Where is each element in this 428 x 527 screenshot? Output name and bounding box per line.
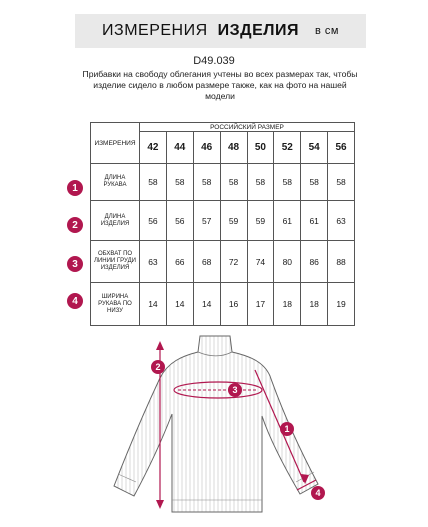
table-cell: 14 [140,283,167,326]
size-header: 44 [166,132,193,164]
diagram-marker-1: 1 [280,422,294,436]
diagram-marker-2: 2 [151,360,165,374]
size-header: 52 [274,132,301,164]
row-label: ОБХВАТ ПО ЛИНИИ ГРУДИ ИЗДЕЛИЯ [91,241,140,283]
table-cell: 58 [247,164,274,201]
row-marker-1: 1 [67,180,83,196]
row-label: ДЛИНА ИЗДЕЛИЯ [91,201,140,241]
table-cell: 14 [193,283,220,326]
table-cell: 72 [220,241,247,283]
fit-note: Прибавки на свободу облегания учтены во всех размерах так, чтобы изделие сидело в любом размере также, как на фото на нашей модели [82,69,358,101]
table-cell: 59 [247,201,274,241]
table-cell: 56 [140,201,167,241]
table-cell: 63 [140,241,167,283]
table-cell: 68 [193,241,220,283]
row-marker-4: 4 [67,293,83,309]
table-cell: 58 [274,164,301,201]
row-label: ДЛИНА РУКАВА [91,164,140,201]
diagram-marker-3: 3 [228,383,242,397]
table-cell: 58 [328,164,355,201]
size-header: 54 [301,132,328,164]
table-cell: 74 [247,241,274,283]
size-system-header: РОССИЙСКИЙ РАЗМЕР [140,123,355,132]
table-cell: 17 [247,283,274,326]
table-cell: 56 [166,201,193,241]
table-cell: 63 [328,201,355,241]
diagram-marker-4: 4 [311,486,325,500]
table-cell: 18 [301,283,328,326]
table-cell: 88 [328,241,355,283]
title-garment: ИЗДЕЛИЯ [217,22,299,39]
table-cell: 61 [274,201,301,241]
row-marker-2: 2 [67,217,83,233]
size-header: 50 [247,132,274,164]
table-cell: 14 [166,283,193,326]
table-cell: 66 [166,241,193,283]
size-header: 56 [328,132,355,164]
table-cell: 86 [301,241,328,283]
product-code: D49.039 [193,55,235,67]
title-unit: в см [314,25,339,37]
size-header: 46 [193,132,220,164]
table-cell: 18 [274,283,301,326]
table-cell: 61 [301,201,328,241]
row-label: ШИРИНА РУКАВА ПО НИЗУ [91,283,140,326]
table-cell: 16 [220,283,247,326]
table-cell: 80 [274,241,301,283]
table-cell: 58 [193,164,220,201]
size-header: 42 [140,132,167,164]
row-marker-3: 3 [67,256,83,272]
measure-header: ИЗМЕРЕНИЯ [91,123,140,164]
table-cell: 58 [220,164,247,201]
table-cell: 19 [328,283,355,326]
size-header: 48 [220,132,247,164]
table-cell: 58 [166,164,193,201]
table-cell: 58 [301,164,328,201]
table-cell: 58 [140,164,167,201]
title-measurements: ИЗМЕРЕНИЯ [102,22,208,39]
table-cell: 57 [193,201,220,241]
table-cell: 59 [220,201,247,241]
